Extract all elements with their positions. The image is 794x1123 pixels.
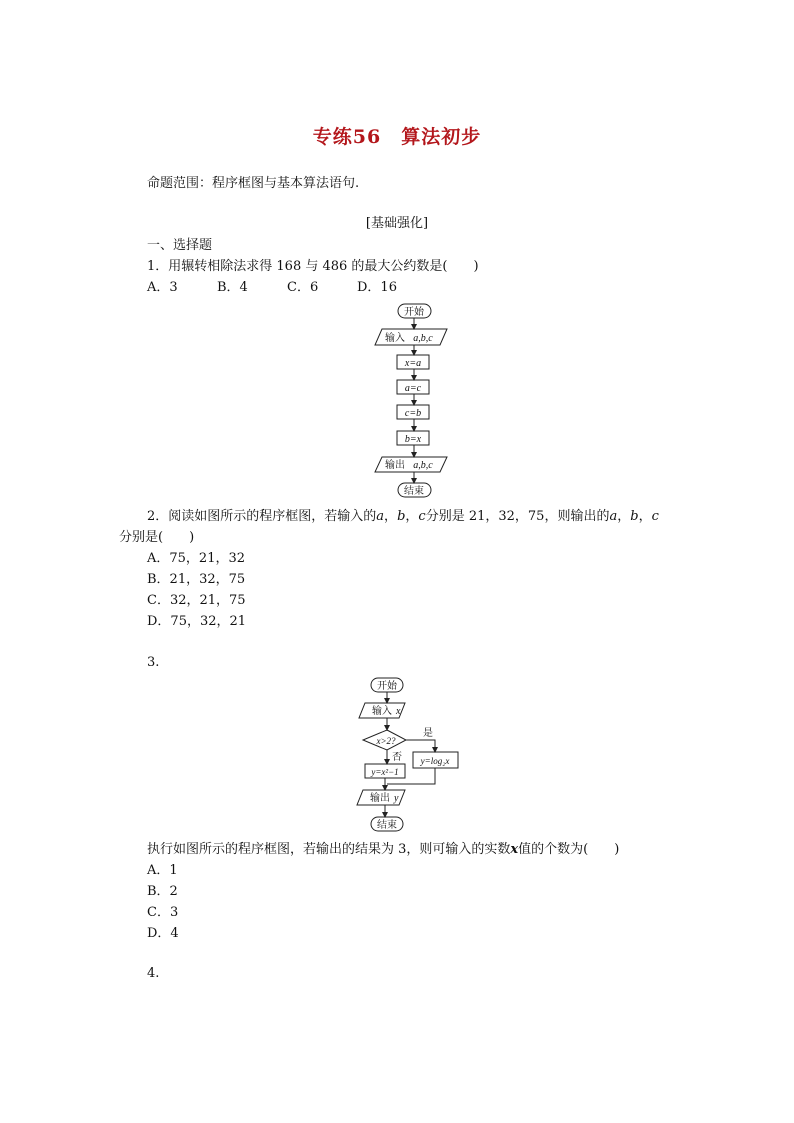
fc1-step-4: b=x [404,434,422,445]
fc1-output-label: 输出 [385,460,405,471]
fc2-no-label: 否 [392,752,402,763]
scope-text: 命题范围：程序框图与基本算法语句. [147,176,360,191]
q3-stem [147,842,619,858]
q1-stem: 1．用辗转相除法求得 168 与 486 的最大公约数是( ) [147,259,479,274]
fc1-start-label: 开始 [404,307,424,318]
page-title: 专练56 算法初步 [312,126,482,148]
q3-number: 3. [147,655,160,670]
q2-comma: ， [638,509,652,524]
q2-var-c: c [418,509,426,524]
fc2-left-box-label: y=x²−1 [371,767,399,777]
fc2-output-var: y [394,793,399,804]
q3-option-c: C．3 [147,905,179,920]
fc1-end-label: 结束 [404,486,424,497]
q1-option-d: D．16 [357,280,397,295]
fc2-input-var: x [396,706,401,717]
q3-option-a: A．1 [147,863,178,878]
q2-comma: ， [384,509,398,524]
q2-var-b: b [630,509,639,524]
q2-comma: ， [617,509,631,524]
fc2-end-label: 结束 [377,820,397,831]
fc2-start-label: 开始 [377,681,397,692]
fc2-output-label: 输出 [370,793,390,804]
flowchart-1 [360,298,460,504]
fc1-step-2: a=c [404,383,422,394]
q3-stem-part2: 值的个数为( ) [518,842,620,857]
q2-option-c: C．32，21，75 [147,593,246,608]
fc1-step-3: c=b [404,408,422,419]
q2-stem-part1: 2．阅读如图所示的程序框图，若输入的 [147,509,377,524]
part-heading: 一、选择题 [147,238,213,253]
q2-var-c: c [651,509,659,524]
fc2-condition: x>2? [376,736,396,746]
flowchart-2 [355,672,467,836]
q2-stem-line1 [147,509,659,525]
fc2-yes-label: 是 [423,728,433,739]
q1-option-c: C．6 [287,280,319,295]
q2-var-a: a [609,509,618,524]
q2-var-b: b [397,509,406,524]
fc2-input-label: 输入 [372,706,392,717]
q3-var-x: x [510,842,519,857]
q2-option-b: B．21，32，75 [147,572,246,587]
q3-option-d: D．4 [147,926,179,941]
q3-stem-part1: 执行如图所示的程序框图，若输出的结果为 3，则可输入的实数 [147,842,511,857]
q1-option-a: A．3 [147,280,178,295]
section-heading: [基础强化] [365,216,429,231]
fc1-input-label: 输入 [385,333,405,344]
q2-stem-part2: 分别是 21，32，75，则输出的 [425,509,610,524]
q2-option-d: D．75，32，21 [147,614,247,629]
q4-number: 4. [147,966,160,981]
q3-option-b: B．2 [147,884,178,899]
fc1-input-vars: a,b,c [413,333,433,344]
q2-comma: ， [405,509,419,524]
fc1-step-1: x=a [404,358,422,369]
q1-option-b: B．4 [217,280,248,295]
q2-var-a: a [376,509,385,524]
q2-stem-line2: 分别是( ) [119,530,195,545]
q2-option-a: A．75，21，32 [147,551,246,566]
fc1-output-vars: a,b,c [413,460,433,471]
fc2-right-box-label: y=log₂x [420,756,450,766]
